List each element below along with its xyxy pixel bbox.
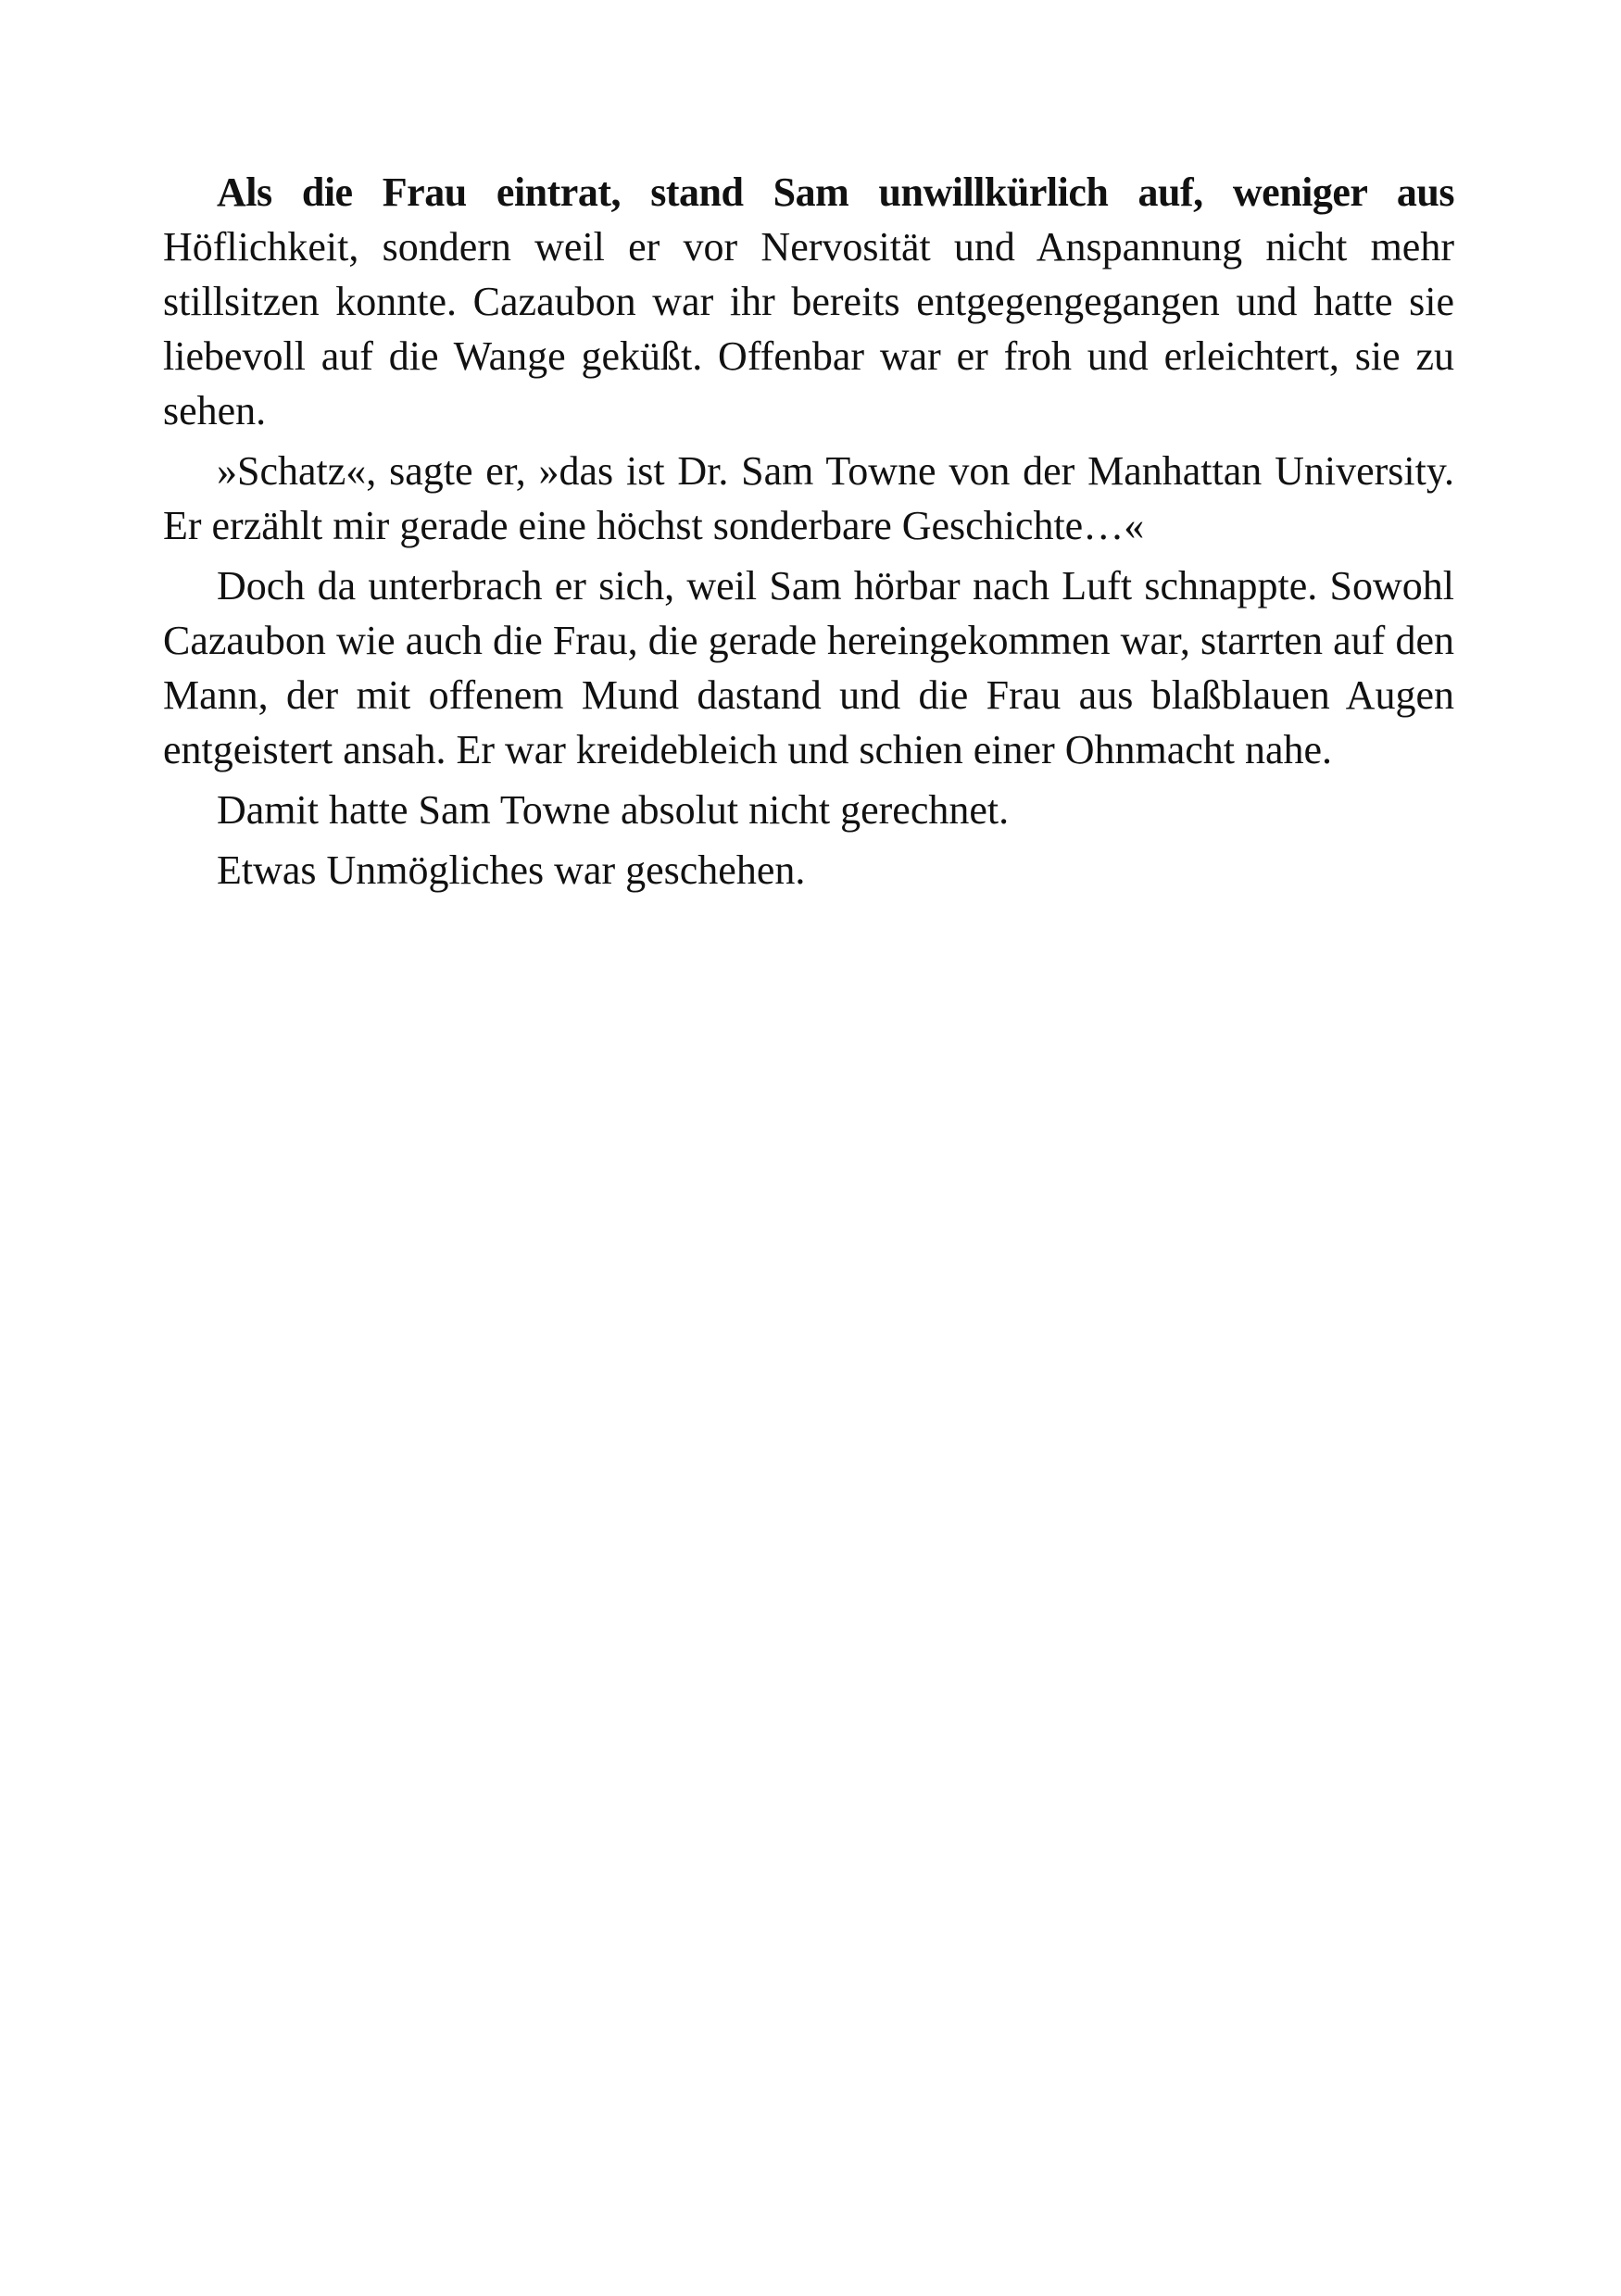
paragraph-1-lead: Als die Frau eintrat, stand Sam unwillkürlich auf, weniger aus <box>217 169 1454 215</box>
paragraph-1-rest: Höflichkeit, sondern weil er vor Nervosität und Anspannung nicht mehr stillsitzen konnte. Cazaubon war ihr bereits entgegengegangen und hatte sie liebevoll auf die Wange geküßt. Offenbar war er froh und erleichtert, sie zu sehen. <box>163 224 1454 433</box>
paragraph-3: Doch da unterbrach er sich, weil Sam hörbar nach Luft schnappte. Sowohl Cazaubon wie auch die Frau, die gerade hereingekommen war, starrten auf den Mann, der mit offenem Mund dastand und die Frau aus blaßblauen Augen entgeistert ansah. Er war kreidebleich und schien einer Ohnmacht nahe. <box>163 563 1454 772</box>
paragraph-4: Damit hatte Sam Towne absolut nicht gerechnet. <box>217 787 1010 833</box>
paragraph-2: »Schatz«, sagte er, »das ist Dr. Sam Towne von der Manhattan University. Er erzählt mir gerade eine höchst sonderbare Geschichte…« <box>163 448 1454 548</box>
paragraph-1 <box>163 165 1454 438</box>
paragraph-5: Etwas Unmögliches war geschehen. <box>217 847 806 893</box>
body-text <box>163 165 1454 903</box>
